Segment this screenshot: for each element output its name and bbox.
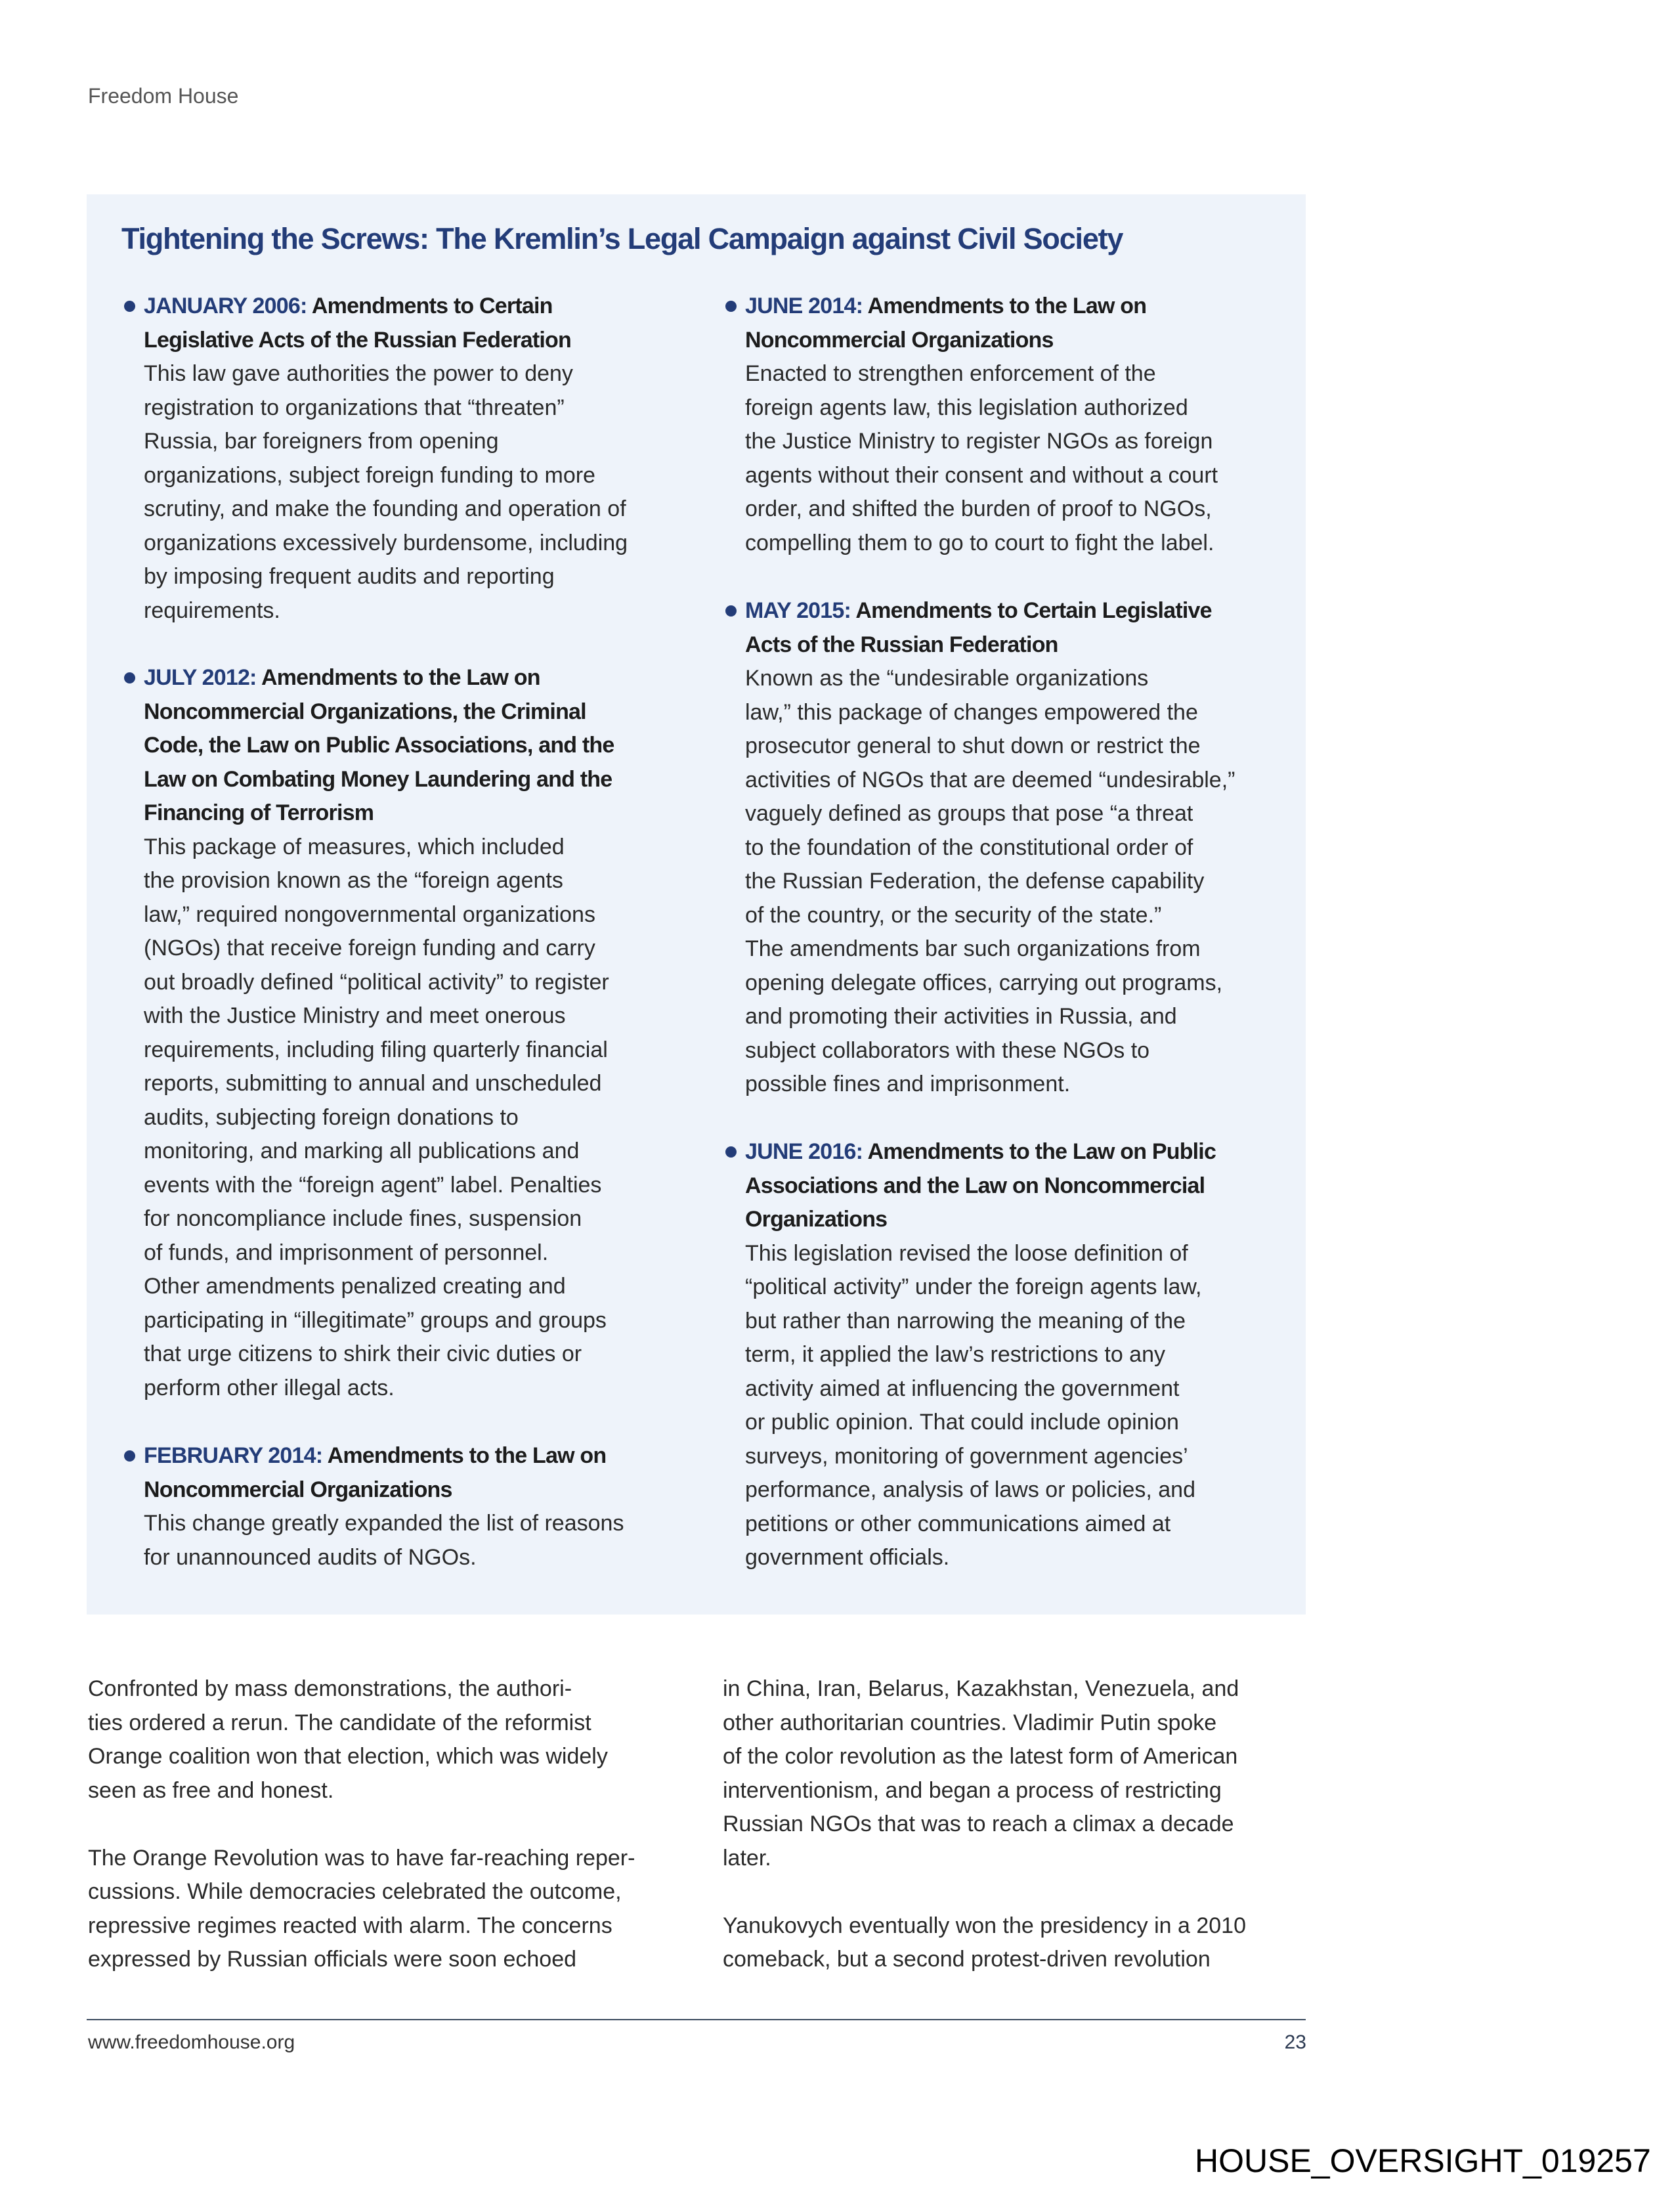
item-body-line: The amendments bar such organizations from	[745, 936, 1201, 961]
item-body-line: prosecutor general to shut down or restrict the	[745, 733, 1201, 758]
item-body-line: for noncompliance include fines, suspension	[144, 1206, 582, 1231]
item-body-line: “political activity” under the foreign agents law,	[745, 1274, 1202, 1299]
item-title-text: Code, the Law on Public Associations, and the	[144, 733, 614, 758]
item-body-line: the Justice Ministry to register NGOs as foreign	[745, 429, 1213, 454]
item-title-text: Organizations	[745, 1207, 888, 1232]
item-body-line: but rather than narrowing the meaning of the	[745, 1308, 1186, 1334]
item-body-line: with the Justice Ministry and meet onerous	[144, 1003, 566, 1028]
item-body-line: reports, submitting to annual and unscheduled	[144, 1071, 602, 1096]
item-title-line	[745, 1135, 1297, 1169]
item-body-line: This package of measures, which included	[144, 834, 565, 859]
item-body-line: (NGOs) that receive foreign funding and carry	[144, 936, 595, 961]
body-text-line: Confronted by mass demonstrations, the authori-	[88, 1676, 572, 1701]
item-body-line: events with the “foreign agent” label. Penalties	[144, 1172, 602, 1198]
sidebar-title: Tightening the Screws: The Kremlin’s Legal Campaign against Civil Society	[121, 222, 1123, 255]
timeline-item	[144, 1439, 695, 1574]
item-body-line: for unannounced audits of NGOs.	[144, 1544, 477, 1570]
item-date: MAY 2015:	[745, 598, 851, 623]
item-title-text: Amendments to the Law on	[322, 1443, 607, 1468]
item-title-text: Amendments to the Law on	[256, 665, 540, 690]
item-body-line: out broadly defined “political activity” to register	[144, 969, 609, 995]
item-body-line: requirements.	[144, 597, 280, 623]
body-text-line: comeback, but a second protest-driven revolution	[723, 1947, 1211, 1972]
item-title-text: Amendments to Certain	[307, 293, 553, 318]
item-title-line	[144, 1439, 695, 1473]
item-title-line	[144, 763, 695, 797]
item-body-line: Other amendments penalized creating and	[144, 1274, 566, 1299]
item-body-line: activity aimed at influencing the government	[745, 1376, 1180, 1401]
item-title-line	[745, 324, 1297, 358]
item-body-line: participating in “illegitimate” groups and groups	[144, 1307, 607, 1333]
item-body-line: surveys, monitoring of government agencies’	[745, 1443, 1188, 1469]
bullet-icon	[725, 301, 737, 312]
item-body-line: foreign agents law, this legislation authorized	[745, 395, 1188, 420]
item-body-line: perform other illegal acts.	[144, 1375, 395, 1400]
item-title-line	[745, 290, 1297, 324]
bullet-icon	[124, 301, 135, 312]
item-body-line: This law gave authorities the power to deny	[144, 361, 573, 386]
item-body-line: the provision known as the “foreign agents	[144, 868, 563, 893]
item-title-line	[745, 628, 1297, 662]
publisher-header: Freedom House	[88, 84, 239, 108]
body-text-line: Russian NGOs that was to reach a climax a decade	[723, 1811, 1234, 1836]
bates-stamp: HOUSE_OVERSIGHT_019257	[1195, 2142, 1651, 2179]
item-body-line: activities of NGOs that are deemed “undesirable,”	[745, 767, 1235, 792]
bullet-icon	[725, 605, 737, 617]
item-body-line: Known as the “undesirable organizations	[745, 666, 1149, 691]
item-title-text: Noncommercial Organizations	[144, 1477, 452, 1502]
item-body-line: monitoring, and marking all publications and	[144, 1139, 580, 1163]
item-body-line: scrutiny, and make the founding and operation of	[144, 496, 626, 521]
item-title-text: Acts of the Russian Federation	[745, 632, 1058, 657]
item-body-line: by imposing frequent audits and reporting	[144, 564, 555, 589]
item-title-line	[144, 796, 695, 831]
item-body-line: performance, analysis of laws or policies, and	[745, 1477, 1195, 1502]
body-text-line: The Orange Revolution was to have far-reaching reper-	[88, 1845, 635, 1871]
bullet-icon	[725, 1146, 737, 1158]
item-body-line: This change greatly expanded the list of reasons	[144, 1511, 624, 1536]
body-text-line: later.	[723, 1845, 771, 1871]
item-body-line: and promoting their activities in Russia, and	[745, 1004, 1177, 1029]
item-title-line	[745, 1203, 1297, 1237]
body-text-line: other authoritarian countries. Vladimir Putin spoke	[723, 1710, 1217, 1735]
item-title-text: Noncommercial Organizations	[745, 327, 1054, 353]
bullet-icon	[124, 672, 135, 683]
body-text-line	[723, 1875, 1314, 1909]
item-title-text: Amendments to Certain Legislative	[851, 598, 1212, 623]
item-date: JUNE 2016:	[745, 1139, 863, 1164]
body-text-line: cussions. While democracies celebrated the outcome,	[88, 1879, 622, 1904]
item-body-line: agents without their consent and without a court	[745, 462, 1218, 488]
item-body-line: subject collaborators with these NGOs to	[745, 1037, 1150, 1063]
footer-divider	[87, 2019, 1306, 2020]
item-title-text: Noncommercial Organizations, the Criminal	[144, 699, 586, 724]
footer-url: www.freedomhouse.org	[88, 2031, 295, 2053]
timeline-item	[745, 1135, 1297, 1575]
item-body-line: audits, subjecting foreign donations to	[144, 1104, 519, 1130]
body-text-line: Orange coalition won that election, which was widely	[88, 1744, 608, 1769]
item-body-line: This legislation revised the loose definition of	[745, 1240, 1188, 1266]
item-body-line: Russia, bar foreigners from opening	[144, 429, 499, 454]
page-number: 23	[1284, 2031, 1306, 2053]
body-text-line: repressive regimes reacted with alarm. The concerns	[88, 1913, 612, 1938]
item-body-line: vaguely defined as groups that pose “a threat	[745, 801, 1193, 826]
body-text-line: interventionism, and began a process of restricting	[723, 1777, 1222, 1803]
body-text-line: in China, Iran, Belarus, Kazakhstan, Venezuela, and	[723, 1676, 1239, 1701]
body-text-line: expressed by Russian officials were soon echoed	[88, 1947, 577, 1972]
item-date: JANUARY 2006:	[144, 293, 307, 318]
body-text-line	[88, 1808, 679, 1842]
item-body-line: compelling them to go to court to fight the label.	[745, 530, 1214, 555]
item-title-text: Associations and the Law on Noncommercial	[745, 1173, 1205, 1198]
item-body-line: Enacted to strengthen enforcement of the	[745, 361, 1156, 386]
item-body-line: order, and shifted the burden of proof to NGOs,	[745, 496, 1212, 521]
item-body-line: or public opinion. That could include opinion	[745, 1410, 1179, 1435]
item-date: FEBRUARY 2014:	[144, 1443, 323, 1468]
item-body-line: of funds, and imprisonment of personnel.	[144, 1240, 549, 1265]
item-title-line	[144, 729, 695, 763]
item-title-text: Legislative Acts of the Russian Federation	[144, 327, 571, 353]
item-body-line: the Russian Federation, the defense capability	[745, 869, 1205, 894]
body-text-line: of the color revolution as the latest form of American	[723, 1744, 1238, 1769]
timeline-item	[144, 290, 695, 628]
item-body-line: that urge citizens to shirk their civic duties or	[144, 1341, 582, 1366]
body-text-line: Yanukovych eventually won the presidency in a 2010	[723, 1913, 1246, 1938]
item-body-line: possible fines and imprisonment.	[745, 1072, 1071, 1096]
item-title-line	[144, 661, 695, 695]
timeline-item	[745, 594, 1297, 1102]
item-body-line: registration to organizations that “threaten”	[144, 395, 565, 420]
item-body-line: government officials.	[745, 1545, 950, 1570]
item-title-text: Law on Combating Money Laundering and the	[144, 766, 612, 792]
body-text-line: ties ordered a rerun. The candidate of the reformist	[88, 1710, 591, 1735]
item-body-line: requirements, including filing quarterly financial	[144, 1037, 608, 1062]
item-title-line	[745, 1169, 1297, 1204]
bullet-icon	[124, 1450, 135, 1462]
timeline-item	[144, 661, 695, 1405]
item-body-line: law,” required nongovernmental organizations	[144, 901, 595, 927]
item-title-text: Amendments to the Law on Public	[863, 1139, 1216, 1164]
item-date: JUNE 2014:	[745, 293, 863, 318]
item-title-line	[745, 594, 1297, 628]
item-title-line	[144, 324, 695, 358]
item-body-line: organizations, subject foreign funding to more	[144, 462, 595, 488]
timeline-item	[745, 290, 1297, 560]
item-body-line: of the country, or the security of the state.”	[745, 902, 1162, 928]
item-body-line: law,” this package of changes empowered the	[745, 699, 1198, 725]
item-title-line	[144, 290, 695, 324]
item-body-line: petitions or other communications aimed at	[745, 1511, 1171, 1536]
item-body-line: opening delegate offices, carrying out programs,	[745, 970, 1223, 995]
item-body-line: to the foundation of the constitutional order of	[745, 835, 1193, 860]
item-title-line	[144, 695, 695, 729]
item-title-text: Financing of Terrorism	[144, 800, 374, 825]
item-body-line: term, it applied the law’s restrictions to any	[745, 1342, 1165, 1367]
item-title-text: Amendments to the Law on	[863, 293, 1147, 318]
body-column-left	[88, 1672, 679, 1977]
body-text-line: seen as free and honest.	[88, 1777, 334, 1803]
item-date: JULY 2012:	[144, 665, 257, 690]
body-column-right	[723, 1672, 1314, 1977]
item-body-line: organizations excessively burdensome, including	[144, 530, 628, 555]
item-title-line	[144, 1473, 695, 1507]
